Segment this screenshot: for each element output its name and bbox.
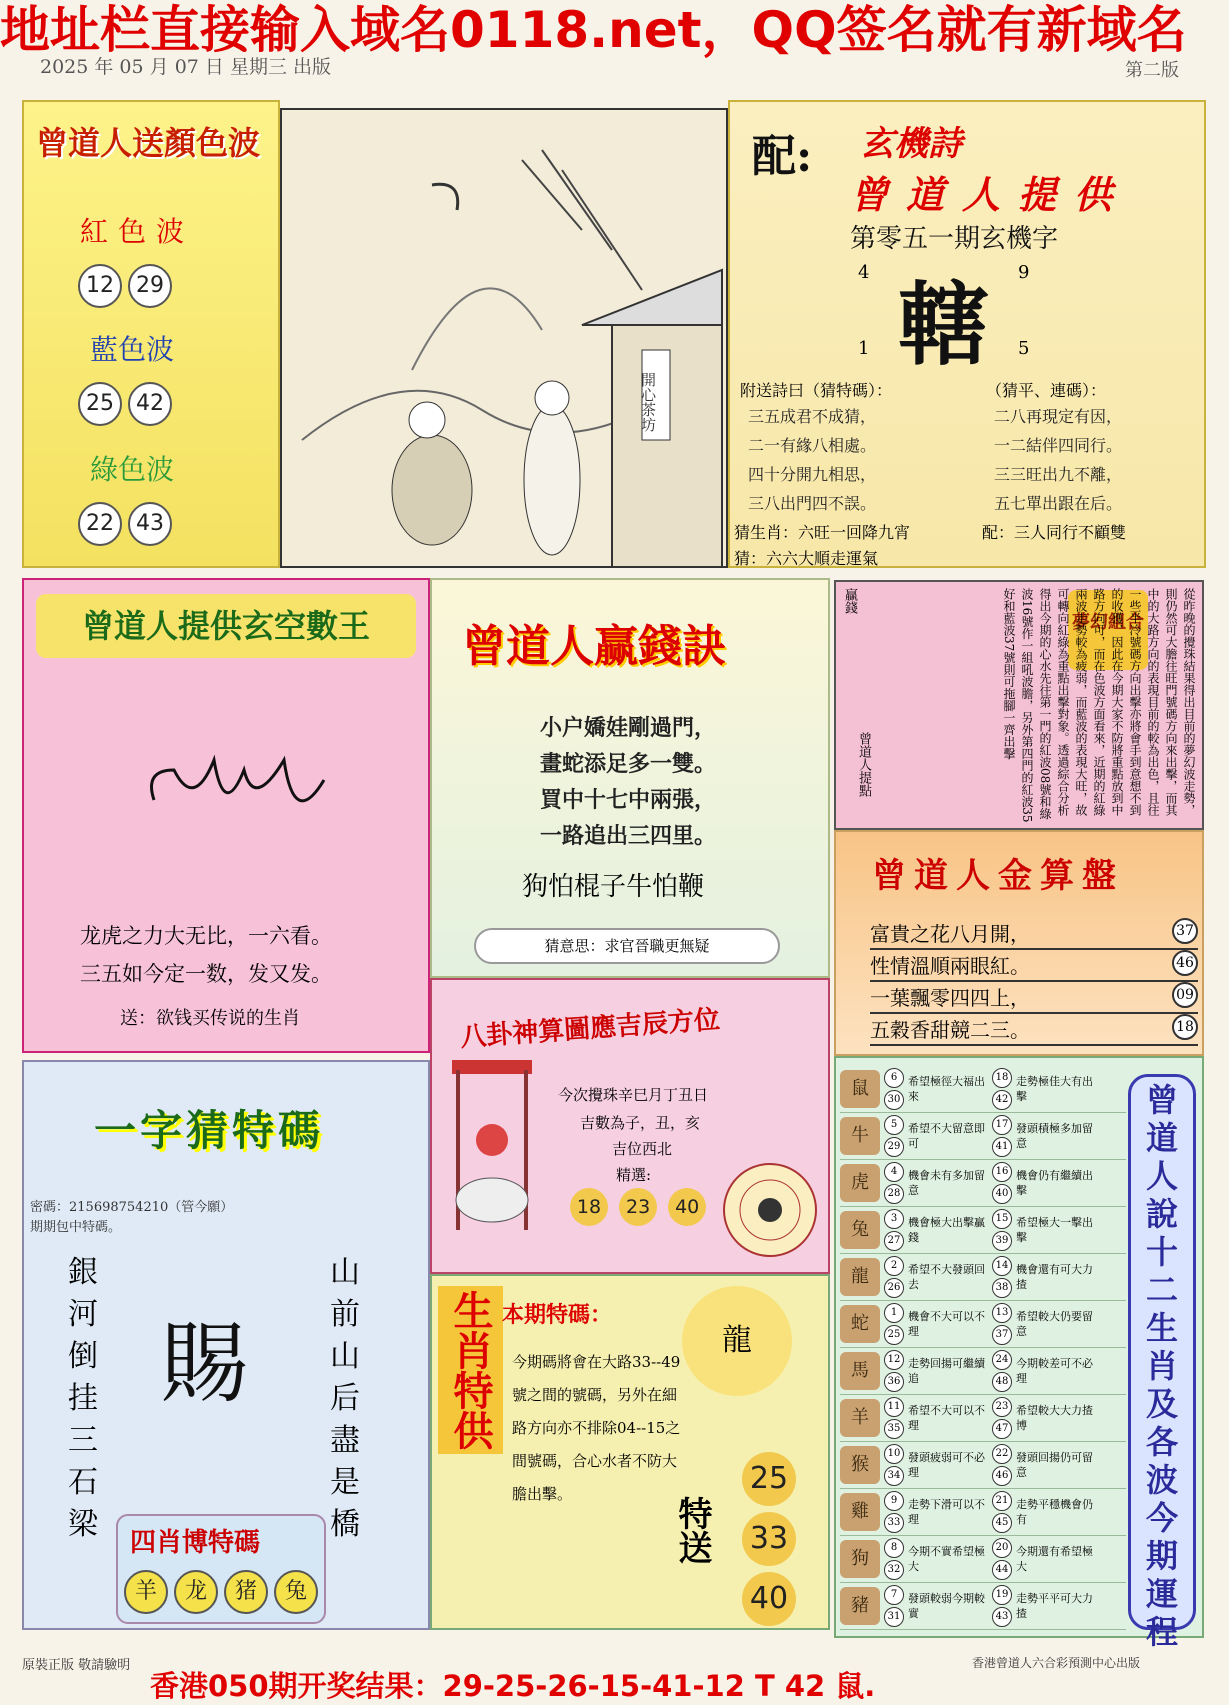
abacus-text: 一葉飄零四四上， [870, 986, 1030, 1010]
xuanji-title: 玄機詩 [860, 124, 962, 164]
left-poem-head: 附送詩曰（猜特碼）： [740, 381, 893, 400]
number-ball: 25 [742, 1452, 796, 1506]
zodiac-fortune-a: 希望不大留意即可 [908, 1122, 985, 1150]
right-poem [994, 402, 1122, 518]
zodiac-animal: 豬 [840, 1587, 880, 1625]
zodiac-row [840, 1395, 1126, 1442]
small-number: 26 [884, 1278, 904, 1298]
provider-title: 曾道人提供 [850, 172, 1131, 217]
special-send: 特送 [672, 1496, 712, 1564]
proverb: 狗怕棍子牛怕鞭 [522, 872, 705, 902]
zodiac-row [840, 1254, 1126, 1301]
small-number: 22 [992, 1444, 1012, 1464]
zodiac-fortune-a: 機會極大出擊贏錢 [908, 1216, 985, 1244]
small-number: 34 [884, 1466, 904, 1486]
small-number: 2 [884, 1256, 904, 1276]
shop-sign: 開心茶坊 [639, 372, 657, 432]
zodiac-fortune-a: 發頭較弱今期較實 [908, 1592, 985, 1620]
number-ball: 33 [742, 1512, 796, 1566]
zodiac-nums-a [884, 1162, 904, 1204]
abacus-number: 37 [1172, 918, 1198, 944]
zodiac-fortune-b: 希望極大一擊出擊 [1016, 1216, 1093, 1244]
zodiac-fortune-a: 機會未有多加留意 [908, 1169, 985, 1197]
special-text: 今期碼將會在大路33--49號之間的號碼，另外在細路方向亦不排除04--15之間號碼，合心水者不防大膽出擊。 [512, 1353, 681, 1503]
pei-line: 配：三人同行不顧雙 [982, 523, 1127, 542]
small-number: 32 [884, 1560, 904, 1580]
small-number: 37 [992, 1325, 1012, 1345]
zodiac-fortune-b: 走勢平穩機會仍有 [1016, 1498, 1093, 1526]
small-number: 5 [884, 1115, 904, 1135]
abacus-row [870, 918, 1198, 950]
zodiac-nums-b [992, 1585, 1012, 1627]
special-head: 本期特碼： [502, 1302, 613, 1328]
zodiac-row [840, 1583, 1126, 1630]
abacus-number: 09 [1172, 982, 1198, 1008]
small-number: 21 [992, 1491, 1012, 1511]
zodiac-row [840, 1207, 1126, 1254]
xuankong-line2: 三五如今定一数，发又发。 [80, 962, 332, 986]
zodiac-nums-a [884, 1444, 904, 1486]
abacus-number: 18 [1172, 1014, 1198, 1040]
color-wave-title: 曾道人送顏色波 [36, 124, 261, 162]
issue-label: 第零五一期玄機字 [850, 224, 1059, 254]
dream-combo-panel [834, 580, 1204, 830]
zodiac-ball: 猪 [224, 1570, 268, 1614]
guess-line: 猜：六六大順走運氣 [734, 549, 879, 568]
abacus-text: 五穀香甜競二三。 [870, 1018, 1030, 1042]
xuankong-send: 送：欲钱买传说的生肖 [120, 1008, 300, 1029]
number-ball: 40 [668, 1188, 706, 1226]
bagua-title: 八卦神算圖應吉辰方位 [459, 1004, 721, 1054]
zodiac-animal: 馬 [840, 1352, 880, 1390]
number-ball: 25 [78, 382, 122, 426]
zodiac-fortune-b: 走勢極佳大有出擊 [1016, 1075, 1093, 1103]
small-number: 47 [992, 1419, 1012, 1439]
abacus-number: 46 [1172, 950, 1198, 976]
small-number: 11 [884, 1397, 904, 1417]
small-number: 33 [884, 1513, 904, 1533]
bagua-line1: 今次攪珠辛巳月丁丑日 [558, 1086, 709, 1104]
small-number: 10 [884, 1444, 904, 1464]
zodiac-fortune-b: 希望較大仍要留意 [1016, 1310, 1093, 1338]
zodiac-nums-a [884, 1491, 904, 1533]
zodiac-fortune-b: 走勢平平可大力揸 [1016, 1592, 1093, 1620]
poem-line: 二一有緣八相處。 [748, 436, 877, 455]
small-number: 13 [992, 1303, 1012, 1323]
number-ball: 42 [128, 382, 172, 426]
zodiac-row [840, 1536, 1126, 1583]
footer-right: 香港曾道人六合彩預測中心出版 [972, 1656, 1141, 1670]
number-ball: 23 [619, 1188, 657, 1226]
poem-line: 二八再現定有因， [994, 407, 1123, 426]
small-number: 6 [884, 1068, 904, 1088]
zodiac-nums-b [992, 1397, 1012, 1439]
zodiac-animal: 虎 [840, 1164, 880, 1202]
zodiac-fortune-a: 希望極徑大福出來 [908, 1075, 985, 1103]
small-number: 9 [884, 1491, 904, 1511]
right-poem-head: （猜平、連碼）： [986, 381, 1107, 400]
poem-line: 三八出門四不誤。 [748, 494, 877, 513]
zodiac-nums-b [992, 1444, 1012, 1486]
zodiac-fortune-a: 發頭疲弱可不必理 [908, 1451, 985, 1479]
zodiac-nums-a [884, 1397, 904, 1439]
bagua-picks [570, 1188, 712, 1226]
number-ball: 40 [742, 1572, 796, 1626]
zodiac-row [840, 1113, 1126, 1160]
zodiac-fortune-panel [834, 1056, 1204, 1651]
green-wave-numbers [78, 502, 178, 546]
four-zodiac-box [116, 1514, 326, 1624]
left-poem [748, 402, 876, 518]
zodiac-ball: 羊 [124, 1570, 168, 1614]
zodiac-animal: 羊 [840, 1399, 880, 1437]
dream-text: 從昨晚的攪珠結果得出目前的夢幻波走勢，則仍然可大膽往旺門號碼方向來出擊，而其中的大路方向的表現目前的較為出色，且往一些半冷號碼方向出擊亦將會手到意想不到的收獲，因此在今期大家不防將重點放到中路方向可，而在色波方面看來，近期的紅綠兩波走勢較為疲弱，而藍波的表現大旺，故可轉向紅綠為重點出擊對象。透過綜合分析得出今期的心水先往第一門的紅波08號和綠波16號作一組吼波膽，另外第四門的紅波35好和藍波37號則可拖腳一齊出擊 [1002, 588, 1196, 823]
zodiac-nums-b [992, 1162, 1012, 1204]
xuanji-poem-panel [728, 100, 1206, 568]
poem-line: 一路追出三四里。 [540, 823, 717, 849]
zodiac-fortune-b: 發頭積極多加留意 [1016, 1122, 1093, 1150]
zodiac-animal: 狗 [840, 1540, 880, 1578]
zodiac-nums-a [884, 1256, 904, 1298]
edition-label: 第二版 [1125, 60, 1179, 81]
zodiac-nums-a [884, 1350, 904, 1392]
number-ball: 18 [570, 1188, 608, 1226]
bagua-wheel-icon [720, 1160, 820, 1260]
zodiac-fortune-b: 機會還有可大力揸 [1016, 1263, 1093, 1291]
small-number: 25 [884, 1325, 904, 1345]
abacus-text: 富貴之花八月開， [870, 922, 1030, 946]
bagua-line2: 吉數為子，丑，亥 [580, 1114, 701, 1132]
xuanji-big-character: 轄 [898, 272, 988, 378]
zodiac-fortune-a: 走勢下滑可以不理 [908, 1498, 985, 1526]
small-number: 8 [884, 1538, 904, 1558]
dream-side: 贏錢 [842, 588, 857, 614]
special-code-panel [430, 1274, 830, 1630]
zodiac-fortune-a: 走勢回揚可繼續追 [908, 1357, 985, 1385]
dream-sign: 曾道人提點 [856, 732, 871, 797]
small-number: 28 [884, 1184, 904, 1204]
one-char-code2: 期期包中特碼。 [30, 1220, 122, 1235]
abacus-row [870, 950, 1198, 982]
small-number: 17 [992, 1115, 1012, 1135]
poem-line: 一二結伴四同行。 [994, 436, 1123, 455]
zodiac-nums-b [992, 1491, 1012, 1533]
zodiac-side-title: 曾道人說十二生肖及各波今期運程 [1128, 1074, 1196, 1630]
four-zodiac-title: 四肖博特碼 [130, 1528, 261, 1558]
two-figures-illustration [282, 110, 726, 566]
red-wave-numbers [78, 264, 178, 308]
small-number: 39 [992, 1231, 1012, 1251]
small-number: 1 [884, 1303, 904, 1323]
small-number: 15 [992, 1209, 1012, 1229]
bagua-line3: 吉位西北 [612, 1140, 673, 1158]
color-wave-panel [22, 100, 280, 568]
guess-zodiac: 猜生肖：六旺一回降九宵 [734, 523, 911, 542]
small-number: 45 [992, 1513, 1012, 1533]
small-number: 35 [884, 1419, 904, 1439]
small-number: 48 [992, 1372, 1012, 1392]
poem-line: 三五成君不成猜， [748, 407, 877, 426]
corner-num: 5 [1018, 338, 1030, 359]
xuankong-line1: 龙虎之力大无比，一六看。 [80, 924, 332, 948]
number-ball: 12 [78, 264, 122, 308]
small-number: 43 [992, 1607, 1012, 1627]
signature-scribble [134, 730, 334, 850]
xuankong-panel [22, 578, 430, 1053]
one-char-title: 一字猜特碼 [94, 1106, 325, 1155]
zodiac-fortune-b: 今期較差可不必理 [1016, 1357, 1093, 1385]
small-number: 36 [884, 1372, 904, 1392]
zodiac-nums-b [992, 1209, 1012, 1251]
zodiac-nums-b [992, 1068, 1012, 1110]
small-number: 41 [992, 1137, 1012, 1157]
special-side-title: 生肖特供 [438, 1286, 503, 1454]
zodiac-rows [840, 1066, 1126, 1630]
zodiac-animal: 牛 [840, 1117, 880, 1155]
four-zodiac-list [124, 1570, 324, 1614]
zodiac-row [840, 1442, 1126, 1489]
zodiac-row [840, 1348, 1126, 1395]
one-char-panel [22, 1060, 430, 1630]
win-money-title: 曾道人赢錢訣 [462, 621, 726, 672]
poem-line: 五七單出跟在后。 [994, 494, 1123, 513]
small-number: 7 [884, 1585, 904, 1605]
small-number: 12 [884, 1350, 904, 1370]
small-number: 27 [884, 1231, 904, 1251]
zodiac-animal: 蛇 [840, 1305, 880, 1343]
special-numbers [742, 1452, 802, 1626]
blue-wave-numbers [78, 382, 178, 426]
publish-date: 2025 年 05 月 07 日 星期三 出版 [40, 56, 331, 78]
small-number: 14 [992, 1256, 1012, 1276]
zodiac-nums-b [992, 1350, 1012, 1392]
zodiac-fortune-b: 發頭回揚仍可留意 [1016, 1451, 1093, 1479]
poem-line: 買中十七中兩張， [540, 787, 717, 813]
small-number: 40 [992, 1184, 1012, 1204]
zodiac-animal: 兔 [840, 1211, 880, 1249]
draw-result: 香港050期开奖结果：29-25-26-15-41-12 T 42 鼠. [150, 1669, 876, 1703]
small-number: 20 [992, 1538, 1012, 1558]
small-number: 31 [884, 1607, 904, 1627]
zodiac-row [840, 1160, 1126, 1207]
zodiac-row [840, 1066, 1126, 1113]
abacus-rows [870, 918, 1198, 1046]
golden-abacus-panel [834, 830, 1204, 1056]
zodiac-nums-a [884, 1585, 904, 1627]
green-wave-label: 綠色波 [90, 453, 175, 486]
right-column-verse: 山前山后盡是橋 [330, 1255, 360, 1542]
red-wave-label: 紅色波 [80, 215, 195, 248]
zodiac-nums-a [884, 1303, 904, 1345]
zodiac-nums-a [884, 1538, 904, 1580]
zodiac-fortune-a: 今期不實希望極大 [908, 1545, 985, 1573]
pei-label: 配: [752, 131, 813, 182]
small-number: 46 [992, 1466, 1012, 1486]
small-number: 38 [992, 1278, 1012, 1298]
zodiac-fortune-b: 機會仍有繼續出擊 [1016, 1169, 1093, 1197]
footer-left: 原裝正版 敬請驗明 [22, 1658, 131, 1673]
zodiac-animal: 雞 [840, 1493, 880, 1531]
number-ball: 43 [128, 502, 172, 546]
zodiac-nums-b [992, 1115, 1012, 1157]
top-banner: 地址栏直接输入域名0118.net，QQ签名就有新域名 [0, 1, 1187, 59]
abacus-row [870, 1014, 1198, 1046]
zodiac-fortune-b: 希望較大大力揸博 [1016, 1404, 1093, 1432]
zodiac-nums-a [884, 1209, 904, 1251]
small-number: 16 [992, 1162, 1012, 1182]
corner-num: 1 [858, 338, 870, 359]
one-char-code: 密碼：215698754210（管今願） [30, 1200, 234, 1215]
small-number: 24 [992, 1350, 1012, 1370]
bagua-panel [430, 978, 830, 1274]
warrior-illustration [446, 1050, 546, 1250]
abacus-text: 性情溫順兩眼紅。 [870, 954, 1030, 978]
bagua-pick-label: 精選: [616, 1166, 652, 1184]
poem-line: 小户嬌娃剛過門， [540, 715, 717, 741]
zodiac-row [840, 1301, 1126, 1348]
zodiac-animal: 龍 [840, 1258, 880, 1296]
zodiac-row [840, 1489, 1126, 1536]
poem-line: 畫蛇添足多一雙。 [540, 751, 717, 777]
lucky-flower: 龍 [682, 1286, 792, 1396]
zodiac-fortune-a: 希望不大發頭回去 [908, 1263, 985, 1291]
corner-num: 4 [858, 262, 870, 283]
corner-num: 9 [1018, 262, 1030, 283]
win-money-poem [540, 710, 716, 854]
poem-line: 四十分開九相思， [748, 465, 877, 484]
number-ball: 29 [128, 264, 172, 308]
zodiac-nums-a [884, 1115, 904, 1157]
abacus-row [870, 982, 1198, 1014]
zodiac-nums-b [992, 1303, 1012, 1345]
small-number: 3 [884, 1209, 904, 1229]
zodiac-animal: 鼠 [840, 1070, 880, 1108]
zodiac-ball: 龙 [174, 1570, 218, 1614]
zodiac-nums-b [992, 1256, 1012, 1298]
small-number: 29 [884, 1137, 904, 1157]
zodiac-fortune-a: 機會不大可以不理 [908, 1310, 985, 1338]
small-number: 18 [992, 1068, 1012, 1088]
riddle-box: 猜意思：求官晉職更無疑 [474, 928, 780, 964]
moon-icon [432, 184, 458, 210]
small-number: 4 [884, 1162, 904, 1182]
small-number: 42 [992, 1090, 1012, 1110]
small-number: 30 [884, 1090, 904, 1110]
small-number: 44 [992, 1560, 1012, 1580]
zodiac-fortune-a: 希望不大可以不理 [908, 1404, 985, 1432]
win-money-panel [430, 578, 830, 978]
zodiac-ball: 兔 [274, 1570, 318, 1614]
zodiac-fortune-b: 今期還有希望極大 [1016, 1545, 1093, 1573]
left-column-verse: 銀河倒挂三石梁 [68, 1255, 98, 1542]
poem-line: 三三旺出九不離， [994, 465, 1123, 484]
zodiac-nums-b [992, 1538, 1012, 1580]
xuankong-title: 曾道人提供玄空數王 [36, 594, 416, 658]
small-number: 19 [992, 1585, 1012, 1605]
dream-badge: 夢幻組合 [1068, 590, 1148, 670]
abacus-title: 曾道人金算盤 [872, 856, 1124, 896]
zodiac-animal: 猴 [840, 1446, 880, 1484]
one-char-big: 賜 [160, 1312, 249, 1415]
zodiac-nums-a [884, 1068, 904, 1110]
illustration-panel [280, 108, 728, 568]
small-number: 23 [992, 1397, 1012, 1417]
blue-wave-label: 藍色波 [90, 333, 175, 366]
number-ball: 22 [78, 502, 122, 546]
